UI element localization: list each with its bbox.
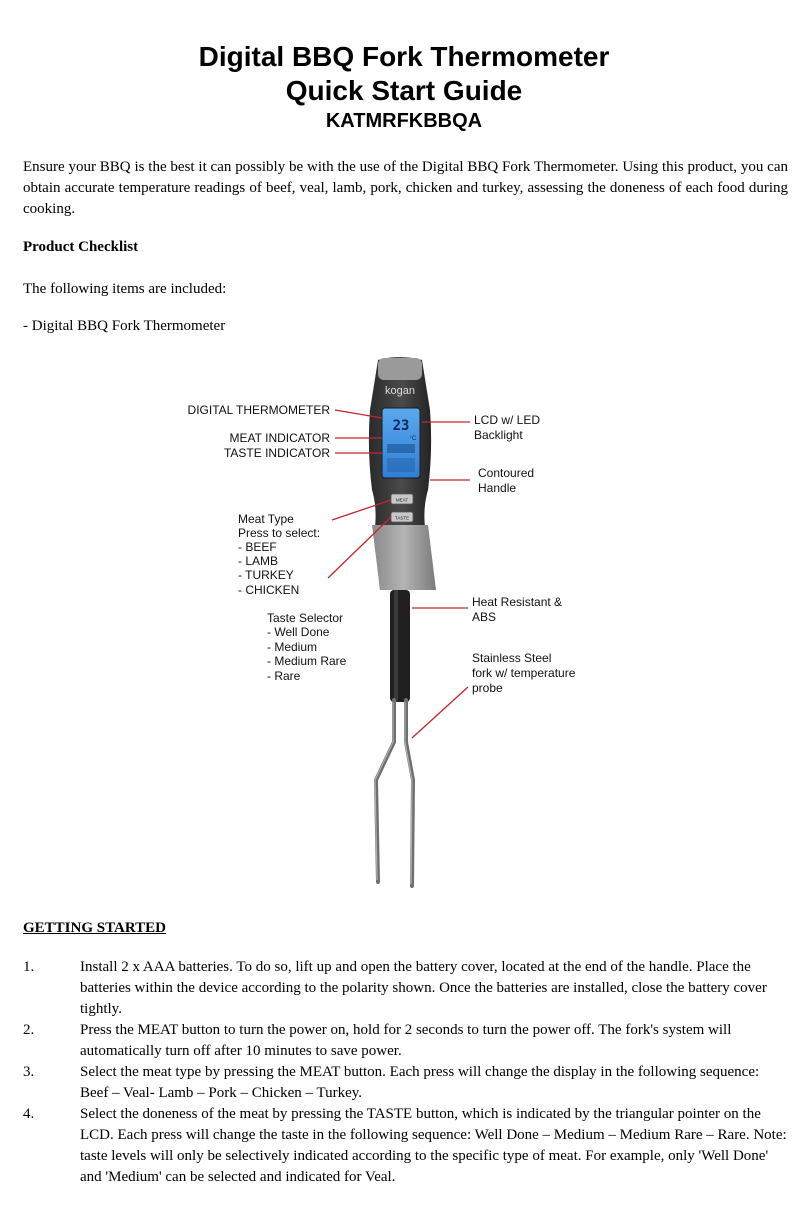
list-item bbox=[23, 1062, 788, 1104]
label-stainless-steel bbox=[472, 651, 576, 695]
product-diagram bbox=[150, 350, 650, 900]
label-meat-indicator: MEAT INDICATOR bbox=[229, 431, 330, 445]
step-number: 4. bbox=[23, 1106, 35, 1122]
intro-paragraph: Ensure your BBQ is the best it can possibly be with the use of the Digital BBQ Fork Thermometer. Using this product, you can obtain accurate temperature readings of beef, veal, lamb, pork, chicken and turkey, assessing the doneness of each food during cooking. bbox=[23, 159, 788, 217]
svg-text:LCD w/ LED: LCD w/ LED bbox=[474, 413, 541, 427]
label-digital-thermometer: DIGITAL THERMOMETER bbox=[187, 403, 330, 417]
page-title: Digital BBQ Fork Thermometer bbox=[198, 41, 610, 72]
taste-button[interactable] bbox=[391, 512, 413, 522]
brand-logo: kogan bbox=[385, 385, 415, 397]
svg-text:- TURKEY: - TURKEY bbox=[238, 568, 294, 582]
label-meat-type bbox=[238, 512, 320, 597]
step-text: Select the meat type by pressing the MEAT button. Each press will change the display in the following sequence: Beef – Veal- Lamb – Pork – Chicken – Turkey. bbox=[80, 1064, 760, 1101]
lcd-unit: °C bbox=[409, 436, 417, 442]
fork-shaft bbox=[390, 590, 410, 702]
checklist-item: - Digital BBQ Fork Thermometer bbox=[23, 318, 226, 334]
svg-text:- CHICKEN: - CHICKEN bbox=[238, 583, 300, 597]
svg-text:- Rare: - Rare bbox=[267, 669, 301, 683]
taste-button-label: TASTE bbox=[394, 515, 410, 521]
step-number: 2. bbox=[23, 1022, 35, 1038]
getting-started-heading: GETTING STARTED bbox=[23, 920, 166, 936]
label-taste-indicator: TASTE INDICATOR bbox=[223, 446, 330, 460]
step-number: 3. bbox=[23, 1064, 35, 1080]
model-number: KATMRFKBBQA bbox=[325, 110, 483, 132]
fork-tines bbox=[376, 700, 413, 886]
list-item bbox=[23, 957, 788, 1020]
page-subtitle: Quick Start Guide bbox=[285, 75, 523, 106]
label-taste-selector bbox=[267, 611, 347, 683]
label-lcd-backlight bbox=[474, 413, 540, 442]
lcd-display bbox=[382, 408, 420, 478]
list-item bbox=[23, 1020, 788, 1062]
meat-button-label: MEAT bbox=[395, 497, 409, 503]
lcd-temperature: 23 bbox=[392, 418, 410, 434]
svg-text:Stainless Steel: Stainless Steel bbox=[472, 651, 552, 665]
step-text: Install 2 x AAA batteries. To do so, lift up and open the battery cover, located at the end of the handle. Place the batteries within the device according to the polarity shown. Once the batteries are installed, close the battery cover tightly. bbox=[80, 959, 767, 1017]
step-text: Press the MEAT button to turn the power on, hold for 2 seconds to turn the power off. The fork's system will automatically turn off after 10 minutes to save power. bbox=[80, 1022, 732, 1059]
list-item bbox=[23, 1104, 788, 1188]
svg-text:- Well Done: - Well Done bbox=[267, 625, 330, 639]
svg-text:- Medium: - Medium bbox=[267, 640, 318, 654]
svg-text:Contoured: Contoured bbox=[478, 466, 535, 480]
svg-text:Meat Type: Meat Type bbox=[238, 512, 294, 526]
meat-button[interactable] bbox=[391, 494, 413, 504]
label-contoured-handle bbox=[478, 466, 534, 495]
svg-text:Press to select:: Press to select: bbox=[238, 526, 321, 540]
svg-text:probe: probe bbox=[472, 681, 503, 695]
step-text: Select the doneness of the meat by pressing the TASTE button, which is indicated by the triangular pointer on the LCD. Each press will change the taste in the following sequence: Well Done – Medium – Medium Rare – Rare. Note: taste levels will only be selectively indicated according to the specific type of meat. For example, only 'Well Done' and 'Medium' can be selected and indicated for Veal. bbox=[80, 1106, 787, 1185]
steps-list bbox=[23, 957, 788, 1188]
svg-text:Taste Selector: Taste Selector bbox=[267, 611, 344, 625]
svg-text:- LAMB: - LAMB bbox=[238, 554, 279, 568]
label-heat-resistant bbox=[472, 595, 562, 624]
checklist-heading: Product Checklist bbox=[23, 239, 139, 255]
svg-text:Heat Resistant &: Heat Resistant & bbox=[472, 595, 563, 609]
svg-text:ABS: ABS bbox=[472, 610, 497, 624]
included-text: The following items are included: bbox=[23, 281, 227, 297]
svg-text:- Medium Rare: - Medium Rare bbox=[267, 654, 347, 668]
svg-text:- BEEF: - BEEF bbox=[238, 540, 277, 554]
svg-text:Handle: Handle bbox=[478, 481, 517, 495]
svg-text:fork w/ temperature: fork w/ temperature bbox=[472, 666, 576, 680]
svg-text:Backlight: Backlight bbox=[474, 428, 523, 442]
step-number: 1. bbox=[23, 959, 35, 975]
